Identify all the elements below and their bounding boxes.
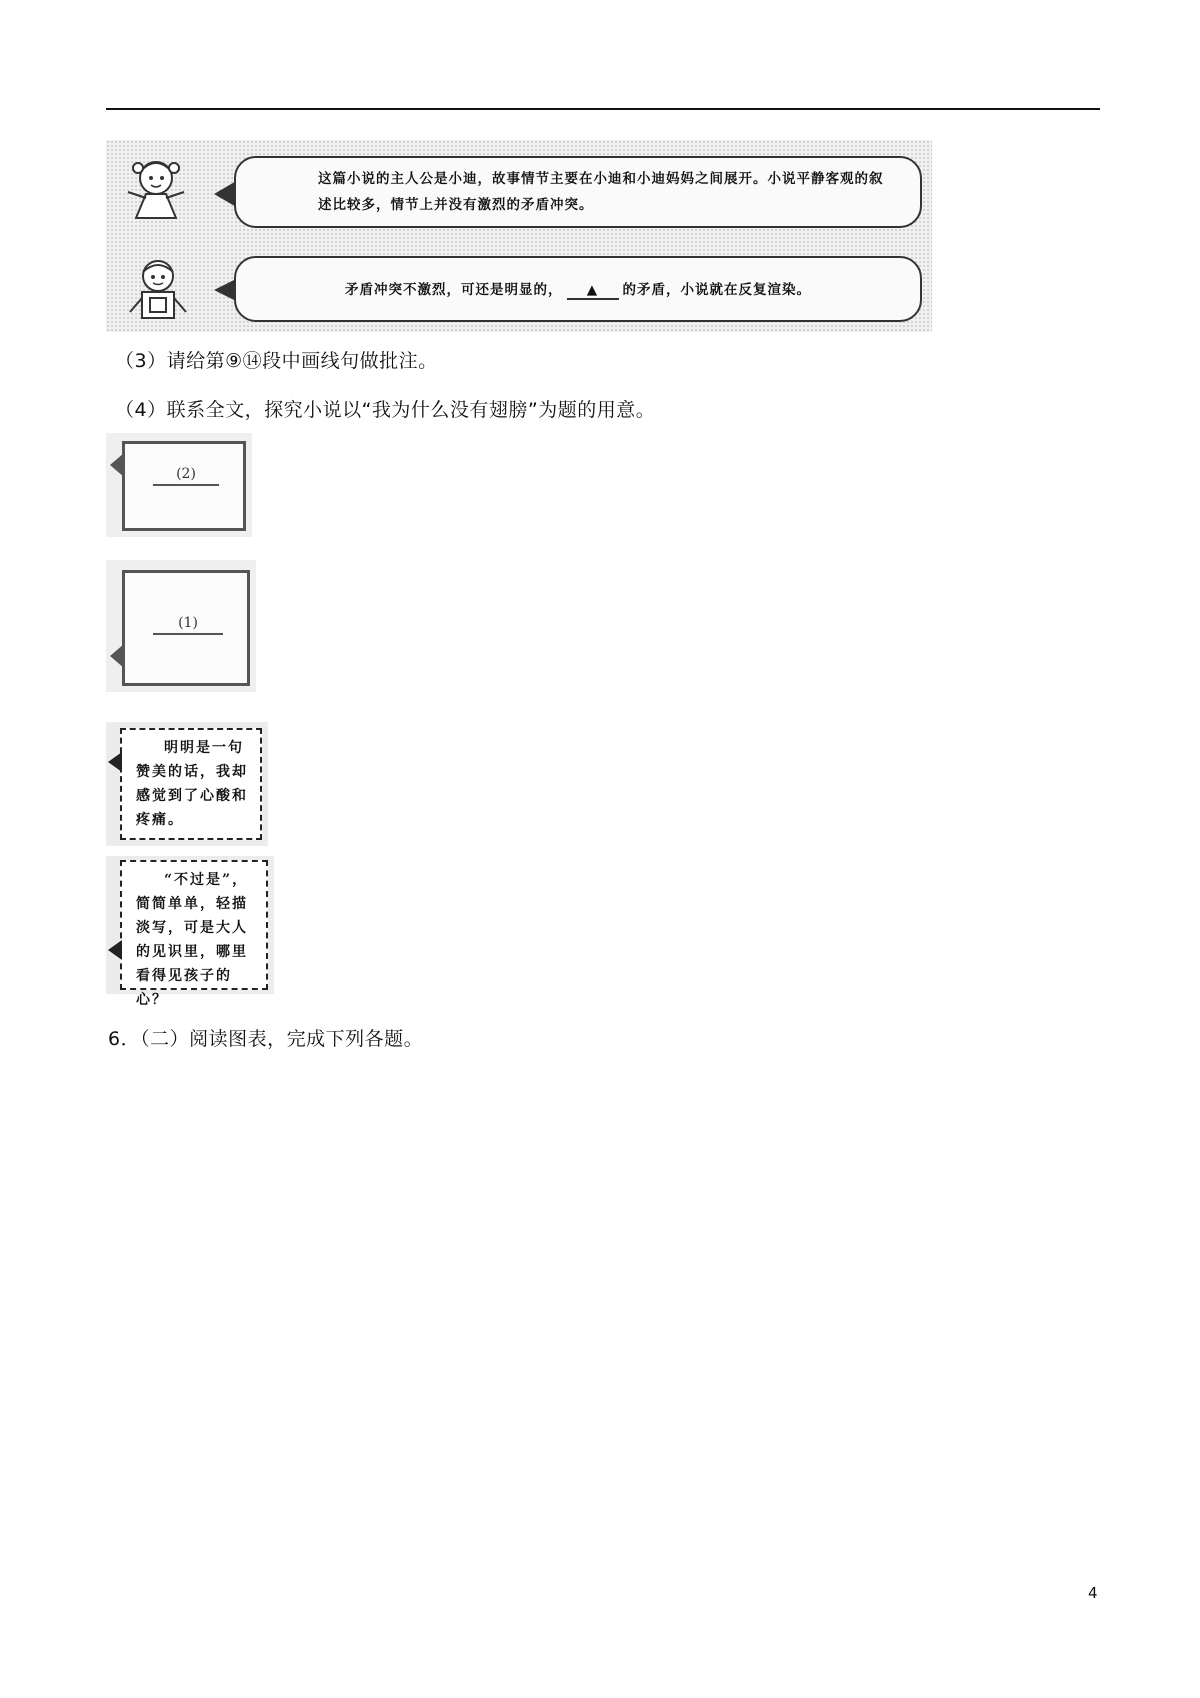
note-1-tail [108, 752, 122, 772]
box-1-tail [110, 644, 124, 668]
box-1 [122, 570, 250, 686]
question-3: （3）请给第⑨⑭段中画线句做批注。 [115, 350, 438, 372]
box-2-label: (2) [153, 466, 219, 486]
note-1: 明明是一句赞美的话，我却感觉到了心酸和疼痛。 [120, 728, 262, 840]
girl-cartoon-icon [120, 148, 200, 228]
boy-cartoon-icon [120, 250, 200, 330]
box-1-label: (1) [153, 615, 223, 635]
dialog-figure [106, 140, 932, 332]
bubble1-text: 这篇小说的主人公是小迪，故事情节主要在小迪和小迪妈妈之间展开。小说平静客观的叙述比较多，情节上并没有激烈的矛盾冲突。 [318, 171, 884, 213]
speech-bubble-1 [234, 156, 922, 228]
header-rule [106, 108, 1100, 110]
bubble2-text-after: 的矛盾，小说就在反复渲染。 [622, 282, 811, 298]
question-4: （4）联系全文，探究小说以“我为什么没有翅膀”为题的用意。 [115, 399, 656, 421]
bubble2-blank: ▲ [567, 282, 619, 300]
box-2 [122, 441, 246, 531]
box-1-figure [106, 560, 256, 692]
note-2: “不过是”，简简单单，轻描淡写，可是大人的见识里，哪里看得见孩子的心？ [120, 860, 268, 990]
question-6: 6．（二）阅读图表，完成下列各题。 [108, 1028, 424, 1050]
box-2-figure [106, 433, 252, 537]
bubble2-text-before: 矛盾冲突不激烈，可还是明显的， [345, 282, 563, 298]
note-2-tail [108, 940, 122, 960]
box-2-tail [110, 453, 124, 477]
bubble2-line [266, 278, 890, 300]
note-1-figure [106, 722, 268, 846]
page-number: 4 [1088, 1584, 1098, 1602]
note-2-figure [106, 856, 274, 1008]
speech-bubble-2 [234, 256, 922, 322]
